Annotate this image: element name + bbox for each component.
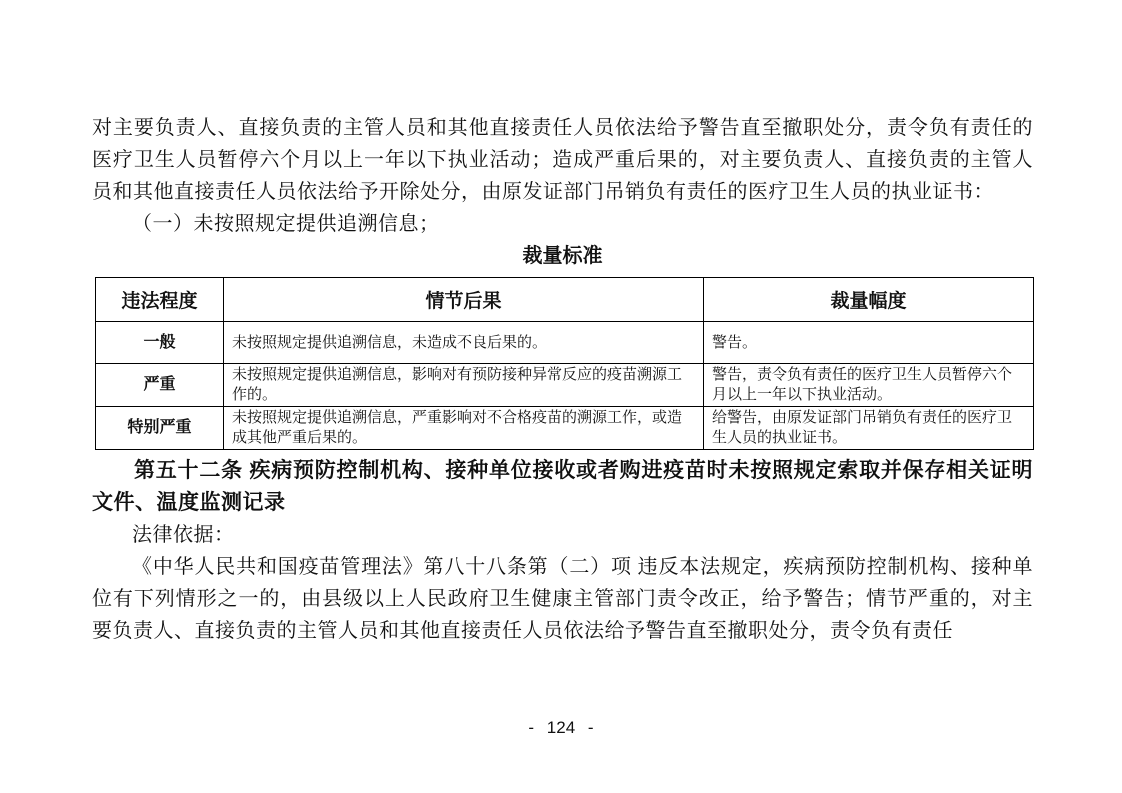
column-header-violation-degree: 违法程度 xyxy=(96,278,224,322)
column-header-discretion-range: 裁量幅度 xyxy=(704,278,1034,322)
cell-degree: 严重 xyxy=(96,364,224,407)
table-row-serious xyxy=(96,364,1034,407)
cell-range: 警告。 xyxy=(704,322,1034,364)
article-52-heading: 第五十二条 疾病预防控制机构、接种单位接收或者购进疫苗时未按照规定索取并保存相关证明文件、温度监测记录 xyxy=(92,459,1033,514)
cell-circumstance: 未按照规定提供追溯信息，未造成不良后果的。 xyxy=(224,322,704,364)
cell-range: 给警告，由原发证部门吊销负有责任的医疗卫生人员的执业证书。 xyxy=(704,407,1034,450)
cell-degree: 特别严重 xyxy=(96,407,224,450)
legal-basis-label: 法律依据： xyxy=(132,524,235,546)
table-title: 裁量标准 xyxy=(522,245,603,267)
paragraph-continuation: 对主要负责人、直接负责的主管人员和其他直接责任人员依法给予警告直至撤职处分，责令负有责任的医疗卫生人员暂停六个月以上一年以下执业活动；造成严重后果的，对主要负责人、直接负责的主管人员和其他直接责任人员依法给予开除处分，由原发证部门吊销负有责任的医疗卫生人员的执业证书： xyxy=(92,117,1033,203)
document-content xyxy=(92,112,1033,647)
table-row-especially-serious xyxy=(96,407,1034,450)
cell-degree: 一般 xyxy=(96,322,224,364)
table-row-general xyxy=(96,322,1034,364)
legal-basis-paragraph: 《中华人民共和国疫苗管理法》第八十八条第（二）项 违反本法规定，疾病预防控制机构、接种单位有下列情形之一的，由县级以上人民政府卫生健康主管部门责令改正，给予警告；情节严重的，对主要负责人、直接负责的主管人员和其他直接责任人员依法给予警告直至撤职处分，责令负有责任 xyxy=(92,556,1033,642)
table-header-row xyxy=(96,278,1034,322)
page-number: - 124 - xyxy=(528,718,594,737)
cell-circumstance: 未按照规定提供追溯信息，影响对有预防接种异常反应的疫苗溯源工作的。 xyxy=(224,364,704,407)
discretion-standards-table xyxy=(95,277,1034,450)
cell-range: 警告，责令负有责任的医疗卫生人员暂停六个月以上一年以下执业活动。 xyxy=(704,364,1034,407)
cell-circumstance: 未按照规定提供追溯信息，严重影响对不合格疫苗的溯源工作，或造成其他严重后果的。 xyxy=(224,407,704,450)
column-header-circumstance-consequence: 情节后果 xyxy=(224,278,704,322)
list-item-1: （一）未按照规定提供追溯信息； xyxy=(132,213,440,235)
